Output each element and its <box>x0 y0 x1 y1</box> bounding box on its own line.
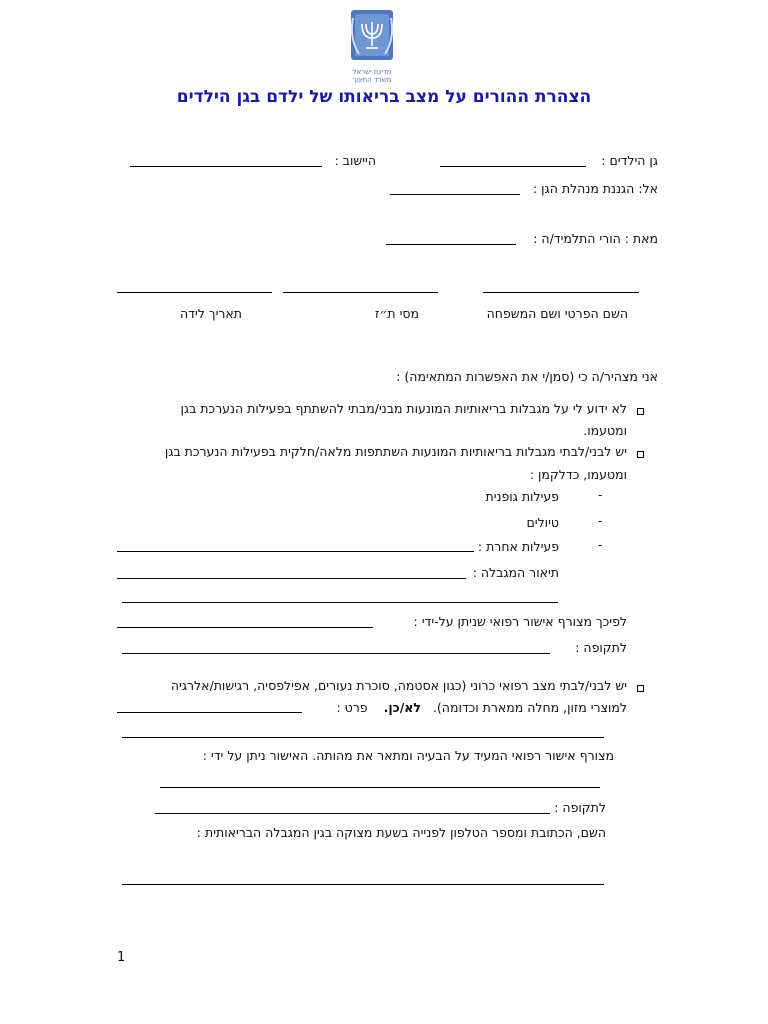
approval-field[interactable] <box>117 627 373 628</box>
option3-line1: יש לבני/לבתי מצב רפואי כרוני (כגון אסטמה, סוכרת נעורים, אפילפסיה, רגישות/אלרגיה <box>170 678 627 693</box>
period-label: לתקופה : <box>575 640 627 655</box>
bullet-dash: - <box>598 488 603 502</box>
option3-period-field[interactable] <box>155 813 550 814</box>
from-label: מאת : הורי התלמיד/ה : <box>533 231 658 246</box>
option2-checkbox[interactable] <box>637 451 644 458</box>
option3-period-label: לתקופה : <box>554 800 606 815</box>
option3-yes-no[interactable]: לא/כן. <box>383 700 421 715</box>
to-label: אל: הגננת מנהלת הגן : <box>532 181 658 196</box>
option2-item-physical: פעילות גופנית <box>485 489 559 504</box>
contact-field[interactable] <box>122 884 604 885</box>
menorah-emblem-icon <box>343 8 401 64</box>
option1-checkbox[interactable] <box>637 408 644 415</box>
option2-line1: יש לבני/לבתי מגבלות בריאותיות המונעות השתתפות מלאה/חלקית בפעילות הנערכת בגן <box>164 444 627 459</box>
bullet-dash: - <box>598 514 603 528</box>
name-column-label: השם הפרטי ושם המשפחה <box>486 306 628 321</box>
option3-checkbox[interactable] <box>637 685 644 692</box>
limitation-desc-field-2[interactable] <box>122 602 558 603</box>
option2-item-other: פעילות אחרת : <box>477 539 559 554</box>
limitation-desc-label: תיאור המגבלה : <box>472 565 559 580</box>
from-field[interactable] <box>386 244 516 245</box>
option3-approval-field[interactable] <box>160 787 600 788</box>
option3-approval-label: מצורף אישור רפואי המעיד על הבעיה ומתאר את מהותה. האישור ניתן על ידי : <box>202 748 614 763</box>
option3-detail-field[interactable] <box>117 712 302 713</box>
option1-line1: לא ידוע לי על מגבלות בריאותיות המונעות מבני/מבתי להשתתף בפעילות הנערכת בגן <box>180 401 627 416</box>
page-number: 1 <box>117 950 126 965</box>
period-field[interactable] <box>122 653 550 654</box>
birth-date-column-label: תאריך לידה <box>180 306 242 321</box>
approval-label: לפיכך מצורף אישור רפואי שניתן על-ידי : <box>413 614 627 629</box>
option2-item-trips: טיולים <box>526 515 559 530</box>
settlement-field[interactable] <box>130 166 322 167</box>
emblem-caption-state: מדינת ישראל <box>352 68 392 76</box>
id-number-field[interactable] <box>283 292 438 293</box>
declaration-intro: אני מצהיר/ה כי (סמן/י את האפשרות המתאימה) : <box>396 369 658 384</box>
option3-line2 <box>336 700 627 715</box>
id-number-column-label: מסי ת״ז <box>375 306 419 321</box>
to-field[interactable] <box>390 194 520 195</box>
contact-label: השם, הכתובת ומספר הטלפון לפנייה בשעת מצוקה בגין המגבלה הבריאותית : <box>196 825 606 840</box>
bullet-dash: - <box>598 538 603 552</box>
limitation-desc-field[interactable] <box>117 578 466 579</box>
emblem-logo <box>343 8 401 84</box>
name-field[interactable] <box>483 292 639 293</box>
kindergarten-label: גן הילדים : <box>601 153 658 168</box>
settlement-label: היישוב : <box>334 153 376 168</box>
option3-line2-text: למוצרי מזון, מחלה ממארת וכדומה). <box>432 700 627 715</box>
option2-line2: ומטעמו, כדלקמן : <box>529 467 627 482</box>
option1-line2: ומטעמו. <box>583 423 627 438</box>
birth-date-field[interactable] <box>117 292 272 293</box>
emblem-caption-ministry: משרד החינוך <box>352 76 392 84</box>
kindergarten-field[interactable] <box>440 166 586 167</box>
other-activity-field[interactable] <box>117 551 474 552</box>
option3-detail-label: פרט : <box>336 700 368 715</box>
option3-detail-field-2[interactable] <box>122 737 604 738</box>
page-title: הצהרת ההורים על מצב בריאותו של ילדם בגן הילדים <box>176 87 592 107</box>
